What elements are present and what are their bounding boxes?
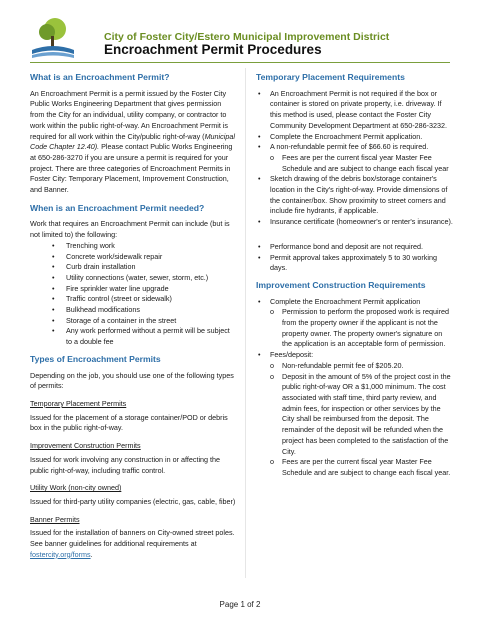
- page-title: Encroachment Permit Procedures: [104, 42, 322, 57]
- list-item: • Sketch drawing of the debris box/storage container's location in the City's right-of-way. Provide dimensions of the container/box. Show proximity to street corners and include fire hydrants, if applicable.: [256, 174, 454, 217]
- list-item: • Storage of a container in the street: [30, 316, 236, 327]
- types-heading: Types of Encroachment Permits: [30, 353, 161, 364]
- util-permit-desc: Issued for third-party utility companies (electric, gas, cable, fiber): [30, 496, 236, 506]
- list-item: • Traffic control (street or sidewalk): [30, 294, 236, 305]
- org-name: City of Foster City/Estero Municipal Improvement District: [104, 31, 390, 43]
- forms-link[interactable]: fostercity.org/forms: [30, 549, 91, 559]
- temp-permit-label: Temporary Placement Permits: [30, 398, 127, 408]
- list-item: • Performance bond and deposit are not required.: [256, 242, 454, 253]
- what-heading: What is an Encroachment Permit?: [30, 72, 170, 82]
- list-item: • Fire sprinkler water line upgrade: [30, 284, 236, 295]
- column-divider: [245, 68, 246, 578]
- util-permit-label: Utility Work (non-city owned): [30, 483, 122, 493]
- sub-list-item: o Deposit in the amount of 5% of the project cost in the public right-of-way OR a $1,000 minimum. The cost associated with staff time, third party review, and admin fees, for inspection or other services by the City shall be reimbursed from the deposit. The remainder of the deposit will be refunded when the project has been completed to the satisfaction of the City.: [270, 372, 454, 458]
- sub-list-item: o Fees are per the current fiscal year Master Fee Schedule and are subject to change each fiscal year.: [270, 457, 454, 478]
- what-paragraph: An Encroachment Permit is a permit issued by the Foster City Public Works Engineering Department that gives permission from the City for an individual, utility company, or contractor to work within the public right-of-way. An Encroachment Permit is required for all work within the City/public right-of-way (Municipal Code Chapter 12.40). Please contact Public Works Engineering at 650-286-3270 if you are unsure a permit is required for your project. There are three categories of Encroachment Permits in Foster City: Temporary Placement, Improvement Construction, and Banner.: [30, 88, 235, 195]
- temp-req-list: [256, 89, 454, 228]
- list-item: • Fees/deposit: o Non-refundable permit fee of $205.20. o Deposit in the amount of 5% of the project cost in the public right-of-way OR a $1,000 minimum. The cost associated with staff time, third party review, and admin fees, for inspection or other services by the City shall be reimbursed from the deposit. The remainder of the deposit will be refunded when the project has been completed to the satisfaction of the City. o Fees are per the current fiscal year Master Fee Schedule and are subject to change each fiscal year.: [256, 350, 454, 478]
- sub-list-item: o Non-refundable permit fee of $205.20.: [270, 361, 454, 372]
- impr-permit-label: Improvement Construction Permits: [30, 441, 141, 451]
- right-column: [256, 68, 454, 485]
- banner-permit-desc: Issued for the installation of banners on City-owned street poles. See banner guidelines for additional requirements at fostercity.org/forms.: [30, 528, 235, 559]
- impr-req-heading: Improvement Construction Requirements: [256, 279, 426, 290]
- header-divider: [30, 62, 450, 63]
- page-header: [30, 14, 460, 60]
- list-item: • Bulkhead modifications: [30, 305, 236, 316]
- temp-permit-desc: Issued for the placement of a storage container/POD or debris box in the public right-of-way.: [30, 412, 228, 433]
- when-heading: When is an Encroachment Permit needed?: [30, 202, 205, 213]
- sub-list-item: o Fees are per the current fiscal year Master Fee Schedule and are subject to change each fiscal year: [270, 153, 454, 174]
- list-item: • Permit approval takes approximately 5 to 30 working days.: [256, 253, 454, 274]
- list-item: • Curb drain installation: [30, 262, 236, 273]
- types-intro: Depending on the job, you should use one of the following types of permits:: [30, 370, 234, 391]
- sub-list-item: o Permission to perform the proposed work is required from the property owner if the applicant is not the property owner. The property owner's signature on the application is an acceptable form of permission.: [270, 307, 454, 350]
- list-item: • Complete the Encroachment Permit application o Permission to perform the proposed work is required from the property owner if the applicant is not the property owner. The property owner's signature on the application is an acceptable form of permission.: [256, 297, 454, 351]
- list-item: • Trenching work: [30, 241, 236, 252]
- list-item: • Concrete work/sidewalk repair: [30, 252, 236, 263]
- list-item: • A non-refundable permit fee of $66.60 is required. o Fees are per the current fiscal year Master Fee Schedule and are subject to change each fiscal year: [256, 142, 454, 174]
- list-item: • Utility connections (water, sewer, storm, etc.): [30, 273, 236, 284]
- list-item: • Complete the Encroachment Permit application.: [256, 132, 454, 143]
- impr-req-list: [256, 297, 454, 479]
- page-number: Page 1 of 2: [219, 600, 261, 609]
- when-list: [30, 241, 236, 348]
- city-logo-icon: [30, 14, 76, 60]
- temp-req-list-2: [256, 242, 454, 274]
- banner-permit-label: Banner Permits: [30, 514, 80, 524]
- list-item: • Any work performed without a permit will be subject to a double fee: [30, 326, 236, 347]
- when-intro: Work that requires an Encroachment Permit can include (but is not limited to) the following:: [30, 219, 230, 240]
- list-item: • Insurance certificate (homeowner's or renter's insurance).: [256, 217, 454, 228]
- list-item: • An Encroachment Permit is not required if the box or container is stored on private property, i.e. driveway. If this method is used, please contact the Foster City Community Development Department at 650-286-3232.: [256, 89, 454, 132]
- temp-req-heading: Temporary Placement Requirements: [256, 72, 405, 82]
- impr-permit-desc: Issued for work involving any construction in or affecting the public right-of-way, including traffic control.: [30, 454, 221, 475]
- left-column: [30, 68, 236, 567]
